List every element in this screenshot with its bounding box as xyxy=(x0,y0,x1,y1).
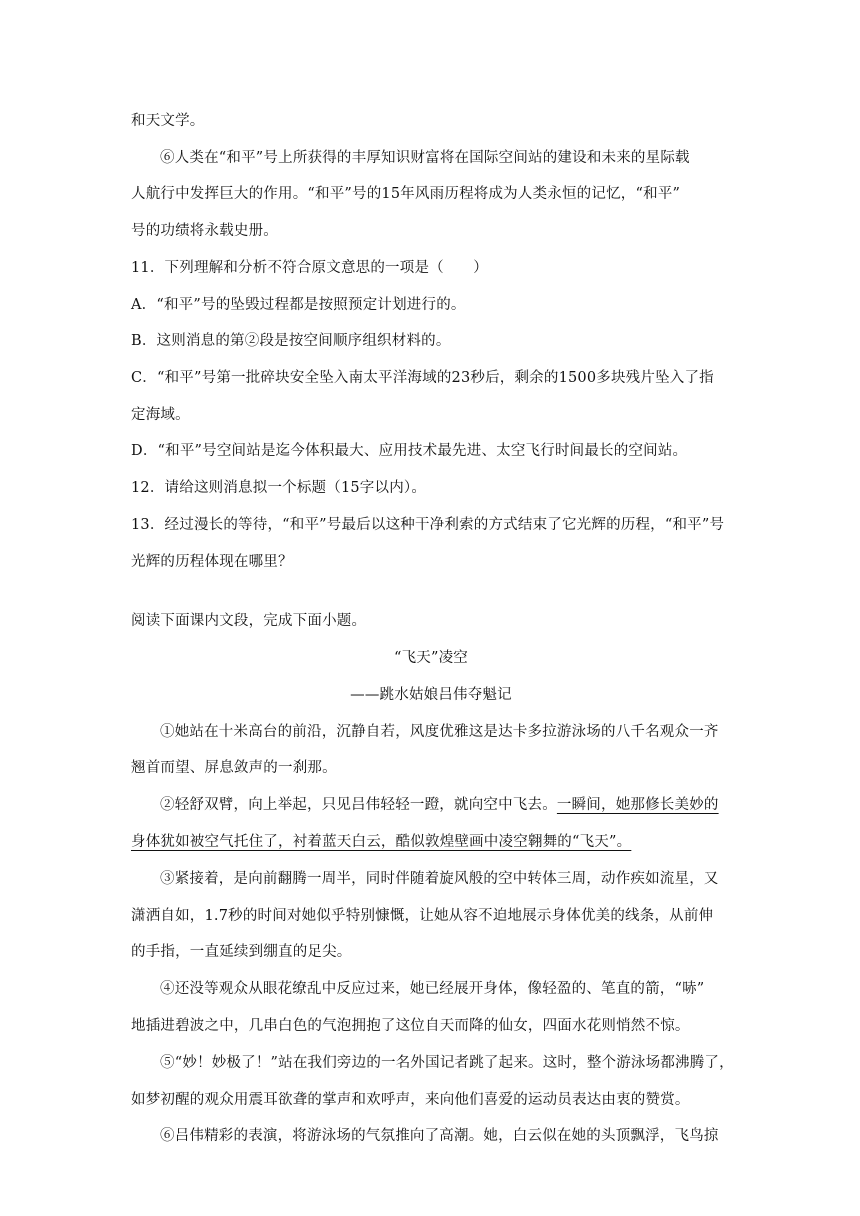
reading-instruction: 阅读下面课内文段，完成下面小题。 xyxy=(131,613,367,629)
passage2-title: “飞天”凌空 xyxy=(393,650,469,666)
question-12: 12．请给这则消息拟一个标题（15字以内）。 xyxy=(131,480,427,496)
passage2-paragraph-5-line-1: ⑤“妙！妙极了！”站在我们旁边的一名外国记者跳了起来。这时，整个游泳场都沸腾了， xyxy=(160,1055,734,1071)
question-13-line-1: 13．经过漫长的等待，“和平”号最后以这种干净利索的方式结束了它光辉的历程，“和平”号 xyxy=(131,517,725,533)
question-11-option-a: A．“和平”号的坠毁过程都是按照预定计划进行的。 xyxy=(131,297,466,313)
passage2-paragraph-1-line-2: 翘首而望、屏息敛声的一刹那。 xyxy=(131,760,337,776)
passage2-subtitle: ——跳水姑娘吕伟夺魁记 xyxy=(350,687,512,703)
underlined-sentence-end: 身体犹如被空气托住了，衬着蓝天白云，酷似敦煌壁画中凌空翱舞的“飞天”。 xyxy=(131,834,632,850)
question-11-option-d: D．“和平”号空间站是迄今体积最大、应用技术最先进、太空飞行时间最长的空间站。 xyxy=(131,443,688,459)
passage1-paragraph-6-line-3: 号的功绩将永载史册。 xyxy=(131,223,278,239)
underlined-sentence-start: 一瞬间，她那修长美妙的 xyxy=(556,797,719,813)
passage2-paragraph-3-line-3: 的手指，一直延续到绷直的足尖。 xyxy=(131,944,352,960)
question-13-line-2: 光辉的历程体现在哪里？ xyxy=(131,554,293,570)
passage2-paragraph-1-line-1: ①她站在十米高台的前沿，沉静自若，风度优雅这是达卡多拉游泳场的八千名观众一齐 xyxy=(160,724,719,740)
passage2-paragraph-2-text: ②轻舒双臂，向上举起，只见吕伟轻轻一蹬，就向空中飞去。 xyxy=(160,797,557,813)
passage2-paragraph-3-line-2: 潇洒自如，1.7秒的时间对她似乎特别慷慨，让她从容不迫地展示身体优美的线条，从前伸 xyxy=(131,908,714,924)
passage2-paragraph-2-line-1 xyxy=(160,795,732,815)
passage2-paragraph-6-line-1: ⑥吕伟精彩的表演，将游泳场的气氛推向了高潮。她，白云似在她的头顶飘浮，飞鸟掠 xyxy=(160,1128,719,1144)
passage1-line-1: 和天文学。 xyxy=(131,113,205,129)
passage2-paragraph-4-line-1: ④还没等观众从眼花缭乱中反应过来，她已经展开身体，像轻盈的、笔直的箭，“哧” xyxy=(160,981,705,997)
question-11-option-b: B．这则消息的第②段是按空间顺序组织材料的。 xyxy=(131,333,451,349)
passage1-paragraph-6-line-1: ⑥人类在“和平”号上所获得的丰厚知识财富将在国际空间站的建设和未来的星际载 xyxy=(160,150,690,166)
passage2-paragraph-4-line-2: 地插进碧波之中，几串白色的气泡拥抱了这位自天而降的仙女，四面水花则悄然不惊。 xyxy=(131,1018,690,1034)
passage2-paragraph-5-line-2: 如梦初醒的观众用震耳欲聋的掌声和欢呼声，来向他们喜爱的运动员表达由衷的赞赏。 xyxy=(131,1092,690,1108)
question-11-option-c-line-2: 定海域。 xyxy=(131,407,190,423)
passage2-paragraph-2-line-2 xyxy=(131,832,731,852)
question-11-option-c-line-1: C．“和平”号第一批碎块安全坠入南太平洋海域的23秒后，剩余的1500多块残片坠入了指 xyxy=(131,370,714,386)
passage1-paragraph-6-line-2: 人航行中发挥巨大的作用。“和平”号的15年风雨历程将成为人类永恒的记忆，“和平” xyxy=(131,186,681,202)
passage2-paragraph-3-line-1: ③紧接着，是向前翻腾一周半，同时伴随着旋风般的空中转体三周，动作疾如流星，又 xyxy=(160,871,719,887)
question-11: 11．下列理解和分析不符合原文意思的一项是（ ） xyxy=(131,260,488,276)
